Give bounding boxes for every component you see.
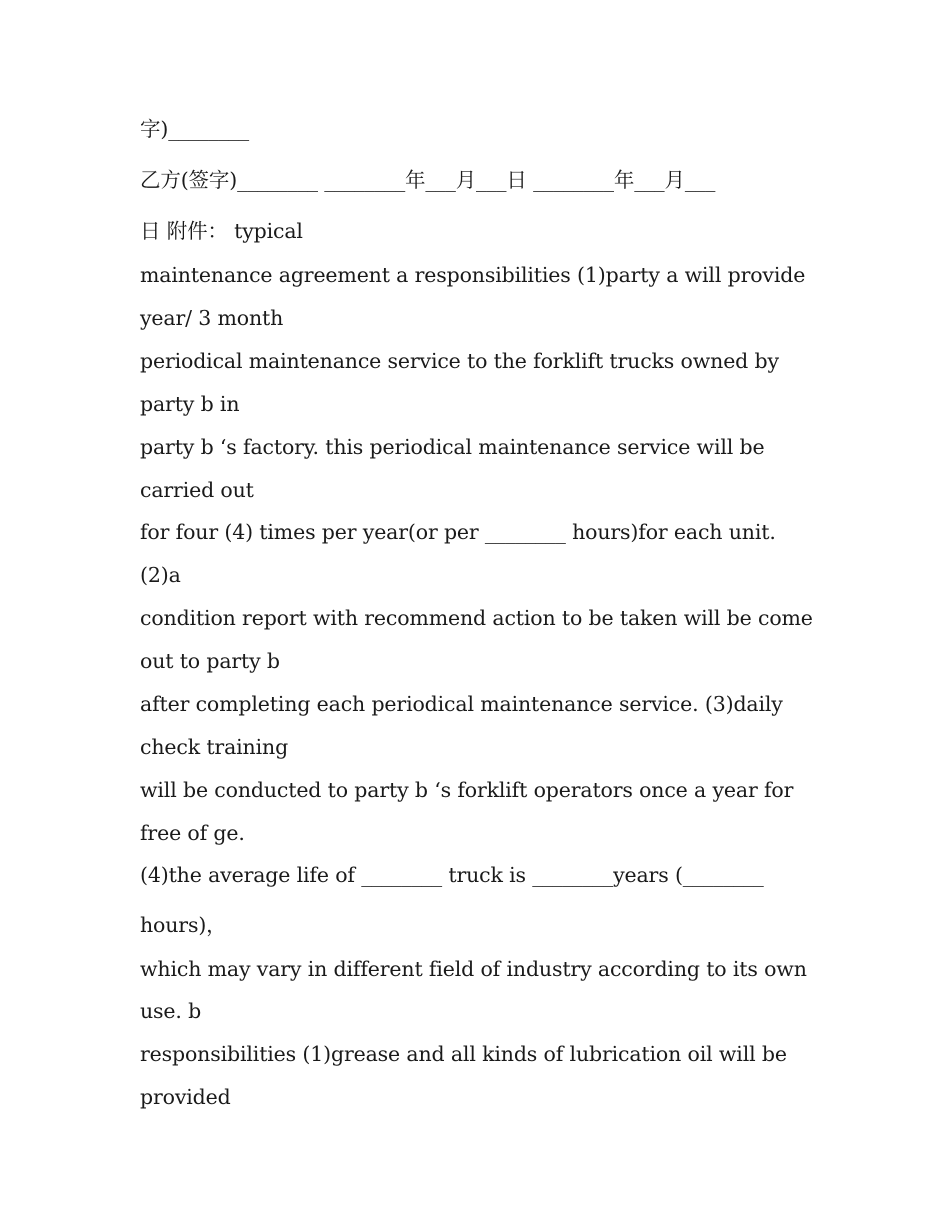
text-line-body: which may vary in different field of industry according to its own xyxy=(140,957,807,981)
text-line-body: will be conducted to party b ‘s forklift operators once a year for xyxy=(140,778,794,802)
text-line-body: (2)a xyxy=(140,563,181,587)
text-line-body: use. b xyxy=(140,999,202,1023)
text-line-party-b-signature: 乙方(签字)________ ________年___月___日 ________年___月___ xyxy=(140,168,716,192)
text-line-body: carried out xyxy=(140,478,254,502)
text-line-body: (4)the average life of ________ truck is ________years (________ xyxy=(140,863,764,887)
text-line-body: condition report with recommend action to be taken will be come xyxy=(140,606,813,630)
text-line-body: party b ‘s factory. this periodical maintenance service will be xyxy=(140,435,765,459)
text-line-body: after completing each periodical maintenance service. (3)daily xyxy=(140,692,783,716)
text-line-body: year/ 3 month xyxy=(140,306,284,330)
text-line-body: provided xyxy=(140,1085,231,1109)
text-line-body: maintenance agreement a responsibilities (1)party a will provide xyxy=(140,263,806,287)
text-line-body: for four (4) times per year(or per ________ hours)for each unit. xyxy=(140,520,776,544)
text-line-body: check training xyxy=(140,735,289,759)
text-line-body: responsibilities (1)grease and all kinds of lubrication oil will be xyxy=(140,1042,787,1066)
text-line-body: out to party b xyxy=(140,649,280,673)
text-line-body: free of ge. xyxy=(140,821,245,845)
text-line-attachment: 日 附件： typical xyxy=(140,219,303,243)
text-line-body: hours)， xyxy=(140,913,227,937)
text-line-body: party b in xyxy=(140,392,240,416)
text-line-signature-a-end: 字)________ xyxy=(140,117,249,141)
text-line-body: periodical maintenance service to the forklift trucks owned by xyxy=(140,349,779,373)
